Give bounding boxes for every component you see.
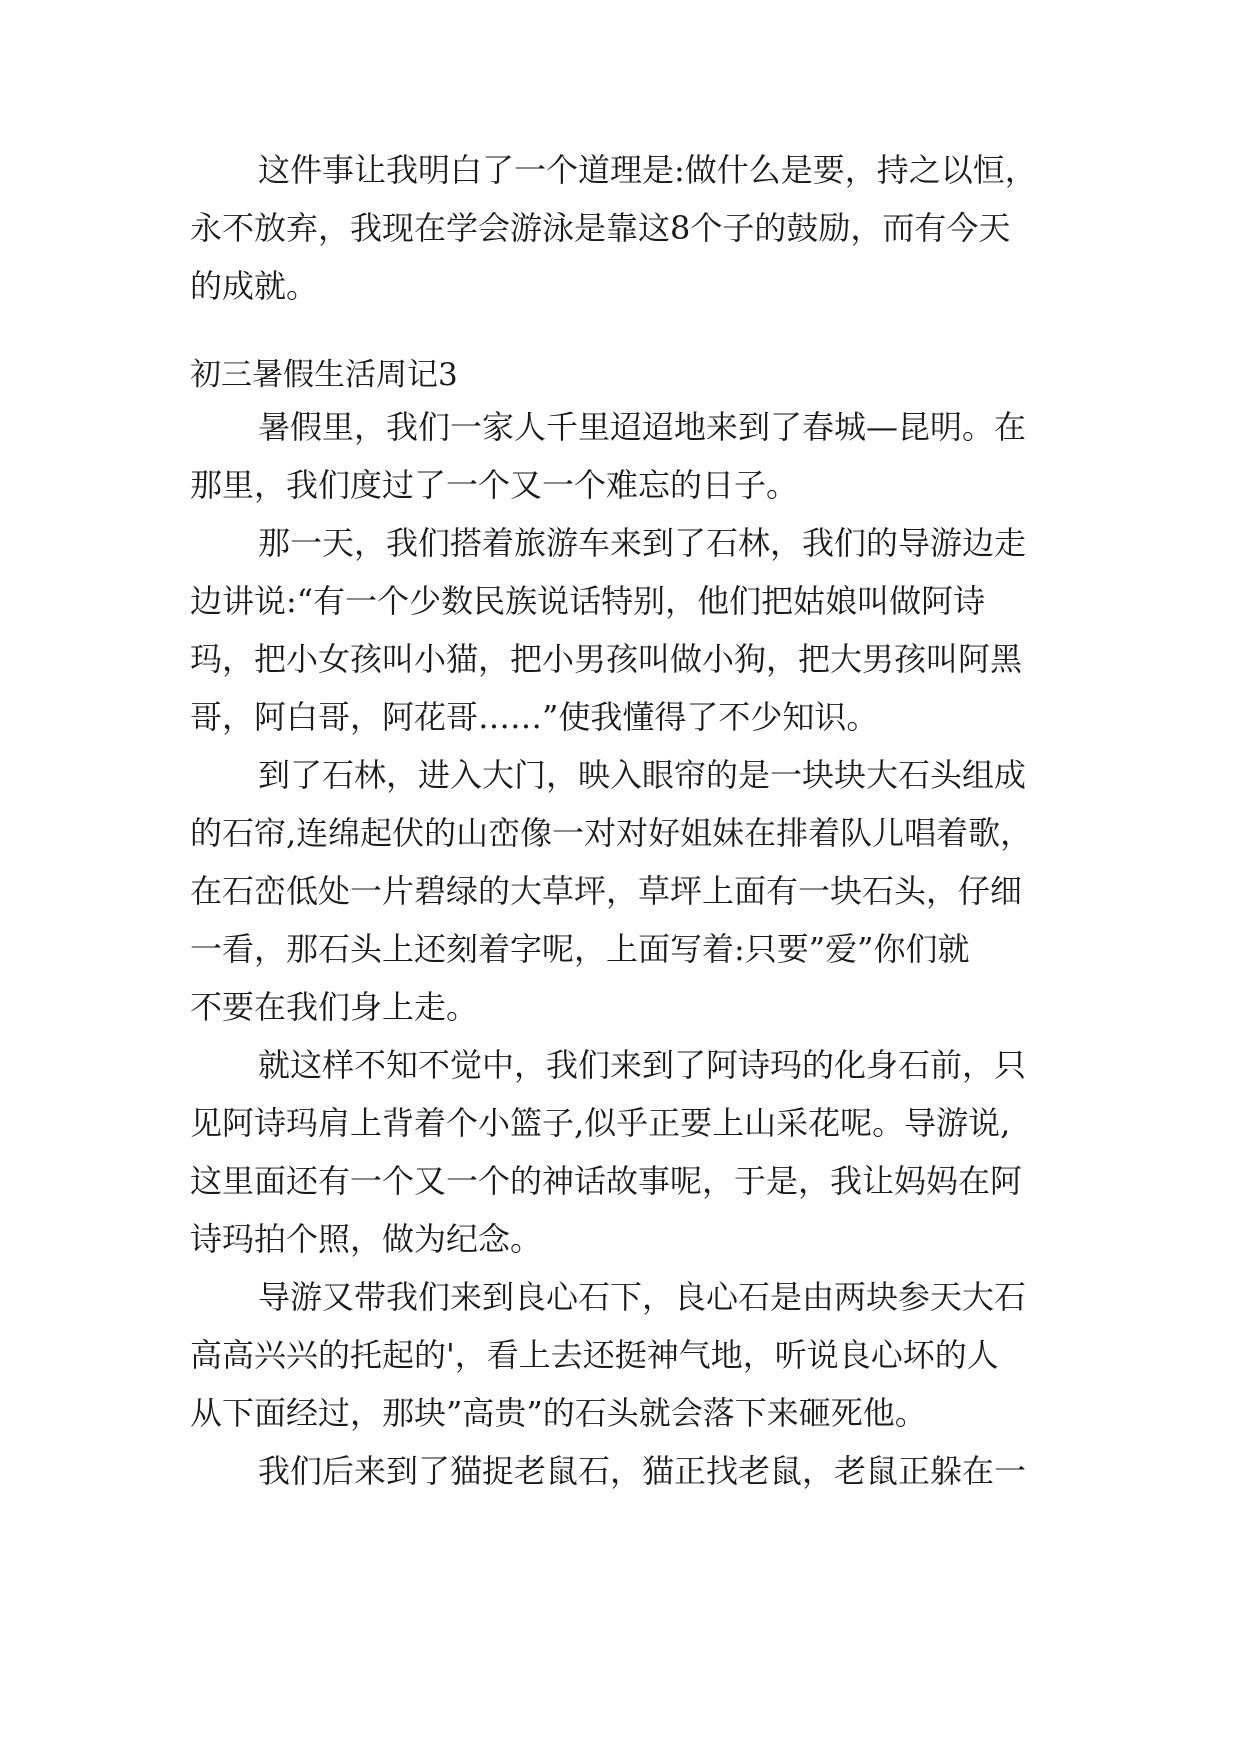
paragraph-line: 那一天，我们搭着旅游车来到了石林，我们的导游边走 <box>258 524 1027 562</box>
paragraph-line: 诗玛拍个照，做为纪念。 <box>190 1220 543 1258</box>
paragraph-line: 暑假里，我们一家人千里迢迢地来到了春城—昆明。在 <box>258 408 1027 446</box>
paragraph-6 <box>190 1442 1070 1500</box>
paragraph-line: 永不放弃，我现在学会游泳是靠这8个子的鼓励，而有今天 <box>190 209 1011 247</box>
paragraph-line: 一看，那石头上还刻着字呢，上面写着:只要”爱”你们就 <box>190 930 970 968</box>
paragraph-line: 玛，把小女孩叫小猫，把小男孩叫做小狗，把大男孩叫阿黑 <box>190 640 1023 678</box>
paragraph-5 <box>190 1268 1070 1442</box>
paragraph-line: 的成就。 <box>190 267 319 305</box>
paragraph-line: 的石帘,连绵起伏的山峦像一对对好姐妹在排着队儿唱着歌， <box>190 814 1033 852</box>
section-title-text: 初三暑假生活周记3 <box>190 357 458 393</box>
paragraph-line: 我们后来到了猫捉老鼠石，猫正找老鼠，老鼠正躲在一 <box>258 1452 1027 1490</box>
paragraph-1 <box>190 398 1070 514</box>
paragraph-line: 这里面还有一个又一个的神话故事呢，于是，我让妈妈在阿 <box>190 1162 1023 1200</box>
paragraph-line: 高高兴兴的托起的'，看上去还挺神气地，听说良心坏的人 <box>190 1336 999 1374</box>
intro-paragraph <box>190 141 1070 315</box>
paragraph-line: 见阿诗玛肩上背着个小篮子,似乎正要上山采花呢。导游说, <box>190 1104 1011 1142</box>
paragraph-line: 在石峦低处一片碧绿的大草坪，草坪上面有一块石头，仔细 <box>190 872 1023 910</box>
paragraph-line: 就这样不知不觉中，我们来到了阿诗玛的化身石前，只 <box>258 1046 1027 1084</box>
paragraph-line: 边讲说:“有一个少数民族说话特别，他们把姑娘叫做阿诗 <box>190 582 986 620</box>
paragraph-line: 从下面经过，那块”高贵”的石头就会落下来砸死他。 <box>190 1394 927 1432</box>
paragraph-line: 到了石林，进入大门，映入眼帘的是一块块大石头组成 <box>258 756 1027 794</box>
paragraph-line: 这件事让我明白了一个道理是:做什么是要，持之以恒， <box>258 151 1037 189</box>
paragraph-2 <box>190 514 1070 746</box>
paragraph-line: 哥，阿白哥，阿花哥……”使我懂得了不少知识。 <box>190 698 879 736</box>
paragraph-line: 导游又带我们来到良心石下，良心石是由两块参天大石 <box>258 1278 1027 1316</box>
paragraph-line: 不要在我们身上走。 <box>190 988 479 1026</box>
section-title <box>190 346 1070 404</box>
paragraph-4 <box>190 1036 1070 1268</box>
paragraph-3 <box>190 746 1070 1036</box>
paragraph-line: 那里，我们度过了一个又一个难忘的日子。 <box>190 466 799 504</box>
